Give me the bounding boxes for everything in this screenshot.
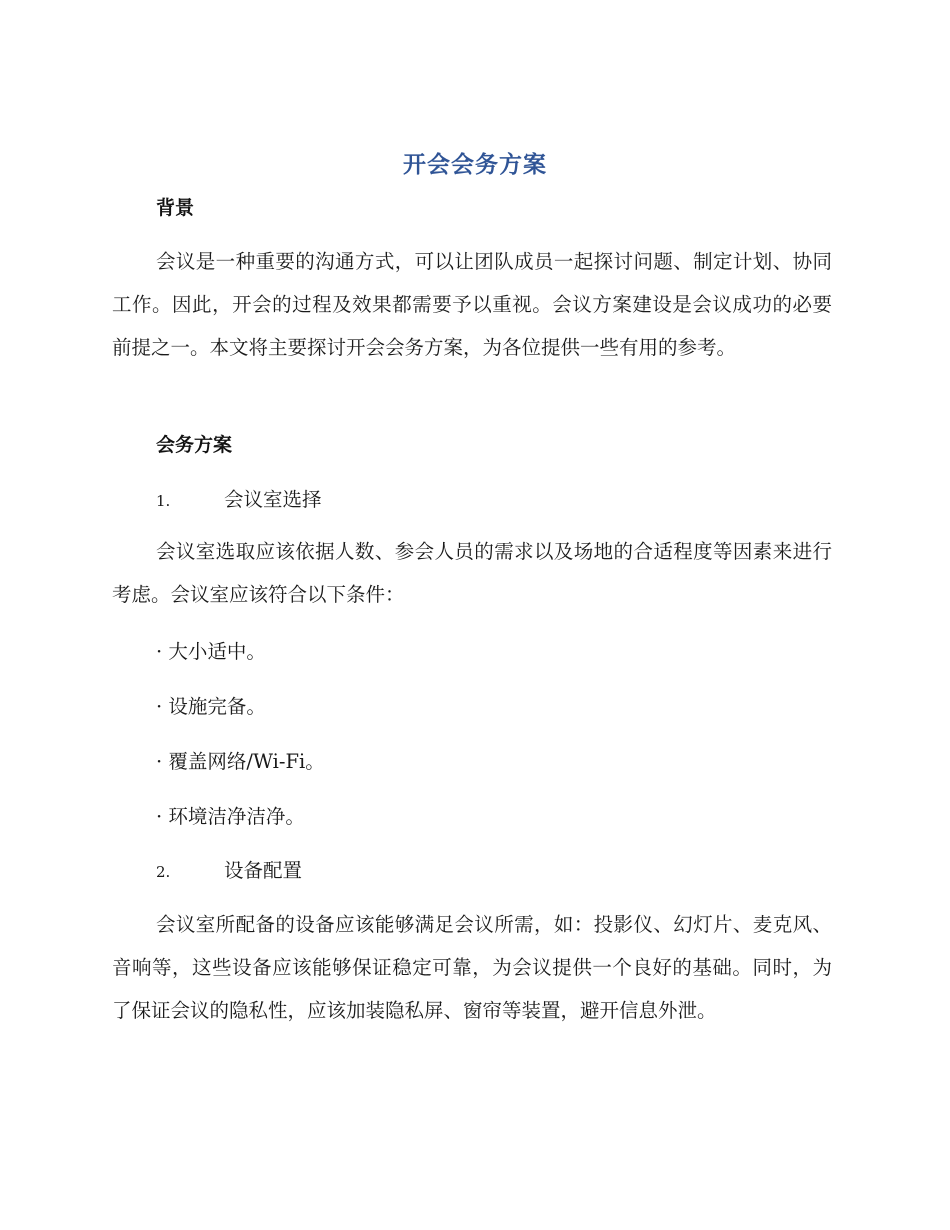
numbered-item-2 <box>156 855 302 883</box>
item-number: 2. <box>156 863 171 881</box>
document-title: 开会会务方案 <box>403 152 547 178</box>
background-paragraph: 会议是一种重要的沟通方式，可以让团队成员一起探讨问题、制定计划、协同工作。因此，开会的过程及效果都需要予以重视。会议方案建设是会议成功的必要前提之一。本文将主要探讨开会会务方案，为各位提供一些有用的参考。 <box>112 250 832 359</box>
room-selection-paragraph: 会议室选取应该依据人数、参会人员的需求以及场地的合适程度等因素来进行考虑。会议室应该符合以下条件： <box>112 540 832 606</box>
bullet-item: · 设施完备。 <box>156 695 266 718</box>
bullet-item: · 覆盖网络/Wi-Fi。 <box>156 750 325 773</box>
equipment-paragraph: 会议室所配备的设备应该能够满足会议所需，如：投影仪、幻灯片、麦克风、音响等，这些设备应该能够保证稳定可靠，为会议提供一个良好的基础。同时，为了保证会议的隐私性，应该加装隐私屏、窗帘等装置，避开信息外泄。 <box>112 913 832 1022</box>
item-number: 1. <box>156 492 171 510</box>
bullet-item: · 大小适中。 <box>156 640 266 663</box>
section-heading-plan: 会务方案 <box>156 434 233 456</box>
bullet-item: · 环境洁净洁净。 <box>156 805 305 828</box>
numbered-item-1 <box>156 484 322 512</box>
item-title: 设备配置 <box>224 859 303 882</box>
item-title: 会议室选择 <box>224 488 322 511</box>
section-heading-background: 背景 <box>156 197 195 219</box>
